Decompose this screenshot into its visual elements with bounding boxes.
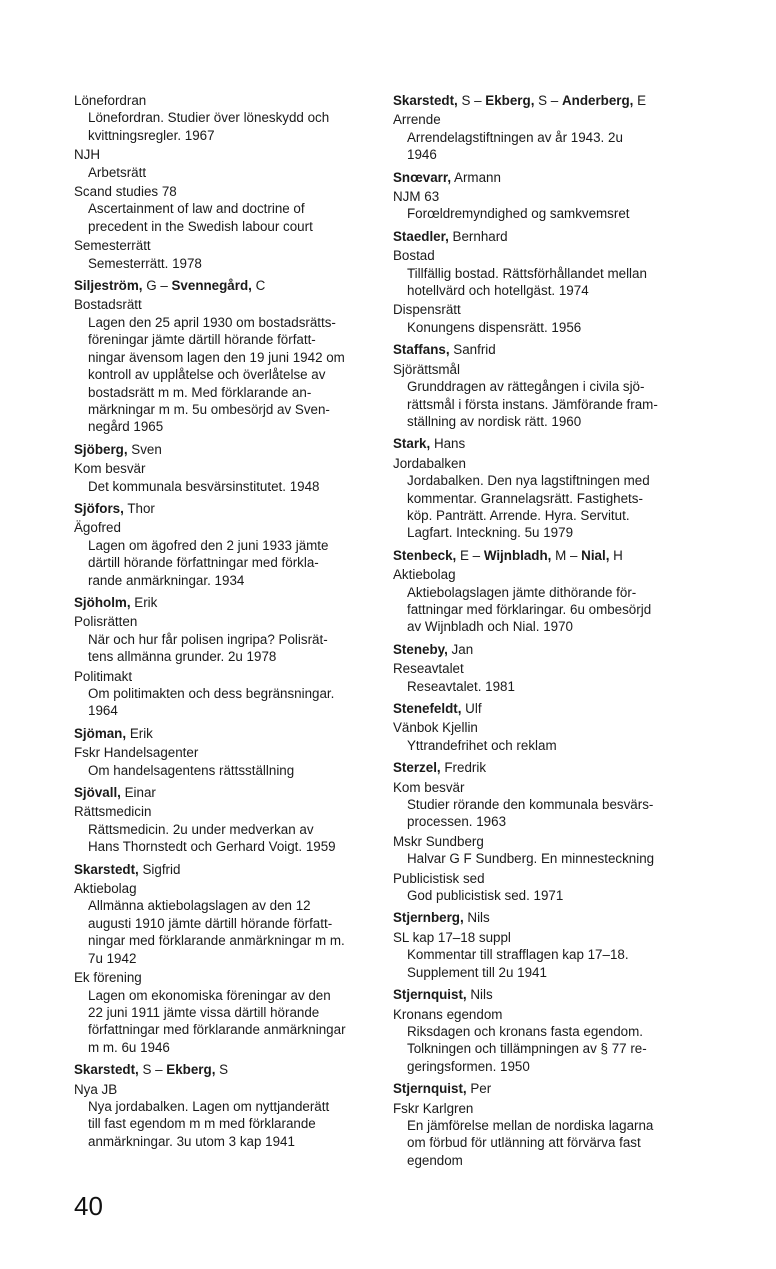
author-heading bbox=[393, 641, 693, 658]
work-title-line: Nya jordabalken. Lagen om nyttjanderätt bbox=[88, 1098, 330, 1114]
work-title-line: Rättsmedicin. 2u under medverkan av bbox=[88, 821, 314, 837]
citation-keyword: Aktiebolag bbox=[393, 567, 456, 583]
author-given-name: G – bbox=[142, 278, 172, 294]
index-entry bbox=[393, 169, 693, 223]
index-entry bbox=[393, 1080, 693, 1169]
work-title-line: En jämförelse mellan de nordiska lagarna bbox=[407, 1117, 654, 1133]
index-entry bbox=[74, 500, 372, 589]
author-surname: Sjöman, bbox=[74, 725, 127, 741]
work-title bbox=[393, 796, 693, 831]
work-title-line: Aktiebolagslagen jämte dithörande för- bbox=[407, 584, 637, 600]
index-entry bbox=[74, 441, 372, 495]
author-surname: Ekberg, bbox=[166, 1062, 216, 1078]
author-heading bbox=[74, 1061, 372, 1078]
index-entry bbox=[393, 759, 693, 904]
work-block bbox=[393, 719, 693, 754]
work-block bbox=[393, 1100, 693, 1170]
citation-keyword: Rättsmedicin bbox=[74, 804, 152, 820]
author-surname: Wijnbladh, bbox=[483, 547, 552, 563]
author-given-name: Thor bbox=[123, 500, 155, 516]
work-block bbox=[74, 519, 372, 589]
author-given-name: E – bbox=[456, 547, 484, 563]
work-title-line: Ascertainment of law and doctrine of bbox=[88, 201, 305, 217]
work-title-line: Konungens dispensrätt. 1956 bbox=[407, 319, 582, 335]
index-entry bbox=[393, 228, 693, 336]
work-title-line: rande anmärkningar. 1934 bbox=[88, 572, 245, 588]
author-surname: Stjernquist, bbox=[393, 1081, 467, 1097]
author-surname: Stenbeck, bbox=[393, 547, 457, 563]
work-title-line: rättsmål i första instans. Jämförande fram- bbox=[407, 396, 658, 412]
work-title-line: författningar med förklarande anmärkningar bbox=[88, 1022, 346, 1038]
author-given-name: Erik bbox=[126, 725, 153, 741]
work-title-line: augusti 1910 jämte därtill hörande författ- bbox=[88, 915, 333, 931]
citation-keyword: Arrende bbox=[393, 112, 441, 128]
work-title-line: 7u 1942 bbox=[88, 950, 137, 966]
work-block bbox=[393, 188, 693, 223]
author-given-name: Armann bbox=[451, 169, 501, 185]
index-entry bbox=[393, 986, 693, 1075]
author-surname: Siljeström, bbox=[74, 278, 143, 294]
work-block bbox=[74, 613, 372, 665]
author-heading bbox=[74, 500, 372, 517]
work-title bbox=[393, 584, 693, 636]
work-block bbox=[393, 1006, 693, 1076]
author-heading bbox=[393, 1080, 693, 1097]
work-title bbox=[393, 129, 693, 164]
work-title-line: ställning av nordisk rätt. 1960 bbox=[407, 413, 582, 429]
index-entry bbox=[74, 92, 372, 272]
work-block bbox=[393, 870, 693, 905]
citation-keyword: Kom besvär bbox=[393, 779, 465, 795]
work-title-line: Lagfart. Inteckning. 5u 1979 bbox=[407, 525, 574, 541]
citation-keyword: Nya JB bbox=[74, 1081, 118, 1097]
index-entry bbox=[393, 435, 693, 541]
work-title-line: föreningar jämte därtill hörande författ- bbox=[88, 332, 316, 348]
work-title-line: Det kommunala besvärsinstitutet. 1948 bbox=[88, 478, 320, 494]
citation-keyword: Politimakt bbox=[74, 668, 133, 684]
index-entry bbox=[393, 92, 693, 164]
author-surname: Sjöholm, bbox=[74, 594, 131, 610]
index-entry bbox=[74, 594, 372, 720]
work-title-line: Grunddragen av rättegången i civila sjö- bbox=[407, 379, 645, 395]
work-title bbox=[74, 821, 372, 856]
author-given-name: Nils bbox=[463, 910, 490, 926]
citation-keyword: Bostadsrätt bbox=[74, 297, 142, 313]
work-title-line: kvittningsregler. 1967 bbox=[88, 127, 215, 143]
citation-keyword: Jordabalken bbox=[393, 455, 466, 471]
work-title-line: tens allmänna grunder. 2u 1978 bbox=[88, 649, 277, 665]
work-title bbox=[74, 478, 372, 495]
index-entry bbox=[74, 277, 372, 436]
citation-keyword: NJH bbox=[74, 147, 101, 163]
citation-keyword: Dispensrätt bbox=[393, 302, 461, 318]
author-surname: Sjöberg, bbox=[74, 441, 128, 457]
citation-keyword: Vänbok Kjellin bbox=[393, 720, 478, 736]
work-title bbox=[74, 987, 372, 1057]
work-title-line: Lagen den 25 april 1930 om bostadsrätts- bbox=[88, 314, 336, 330]
index-entry bbox=[74, 861, 372, 1056]
index-entry bbox=[393, 641, 693, 695]
work-block bbox=[74, 237, 372, 272]
index-entry bbox=[393, 909, 693, 981]
work-title-line: kontroll av upplåtelse och överlåtelse av bbox=[88, 367, 326, 383]
author-surname: Stjernquist, bbox=[393, 987, 467, 1003]
author-surname: Staedler, bbox=[393, 228, 449, 244]
work-title-line: ningar med förklarande anmärkningar m m. bbox=[88, 933, 345, 949]
author-given-name: Bernhard bbox=[448, 228, 508, 244]
work-title-line: kommentar. Grannelagsrätt. Fastighets- bbox=[407, 490, 643, 506]
work-title-line: hotellvärd och hotellgäst. 1974 bbox=[407, 283, 589, 299]
author-given-name: S – bbox=[534, 93, 562, 108]
work-title bbox=[393, 265, 693, 300]
author-surname: Sterzel, bbox=[393, 760, 441, 776]
author-heading bbox=[74, 594, 372, 611]
work-title-line: Forœldremyndighed og samkvemsret bbox=[407, 206, 630, 222]
work-block bbox=[393, 833, 693, 868]
citation-keyword: Ek förening bbox=[74, 970, 142, 986]
citation-keyword: Lönefordran bbox=[74, 93, 147, 108]
citation-keyword: Fskr Karlgren bbox=[393, 1100, 474, 1116]
citation-keyword: Publicistisk sed bbox=[393, 870, 485, 886]
work-block bbox=[74, 1081, 372, 1151]
work-title bbox=[74, 537, 372, 589]
author-heading bbox=[393, 759, 693, 776]
author-surname: Sjöfors, bbox=[74, 500, 124, 516]
work-title-line: 22 juni 1911 jämte vissa därtill hörande bbox=[88, 1004, 320, 1020]
citation-keyword: Aktiebolag bbox=[74, 881, 137, 897]
citation-keyword: NJM 63 bbox=[393, 189, 440, 205]
work-title-line: av Wijnbladh och Nial. 1970 bbox=[407, 619, 573, 635]
work-title bbox=[74, 631, 372, 666]
citation-keyword: Bostad bbox=[393, 248, 435, 264]
author-heading bbox=[74, 861, 372, 878]
author-surname: Steneby, bbox=[393, 641, 448, 657]
page-number: 40 bbox=[74, 1191, 103, 1221]
work-block bbox=[393, 660, 693, 695]
work-title bbox=[74, 314, 372, 436]
work-block bbox=[393, 566, 693, 636]
author-given-name: Nils bbox=[466, 987, 493, 1003]
author-given-name: Sven bbox=[127, 441, 162, 457]
author-heading bbox=[74, 441, 372, 458]
citation-keyword: Polisrätten bbox=[74, 614, 138, 630]
work-title bbox=[393, 1117, 693, 1169]
author-given-name: M – bbox=[551, 547, 582, 563]
work-title bbox=[393, 946, 693, 981]
index-entry bbox=[74, 784, 372, 856]
author-surname: Svennegård, bbox=[171, 278, 252, 294]
work-block bbox=[74, 460, 372, 495]
citation-keyword: Ägofred bbox=[74, 520, 121, 536]
work-title-line: 1964 bbox=[88, 703, 118, 719]
author-surname: Stenefeldt, bbox=[393, 701, 462, 716]
author-given-name: Fredrik bbox=[440, 760, 487, 776]
citation-keyword: Mskr Sundberg bbox=[393, 833, 484, 849]
work-block bbox=[74, 969, 372, 1056]
work-block bbox=[74, 880, 372, 967]
work-title-line: Hans Thornstedt och Gerhard Voigt. 1959 bbox=[88, 839, 336, 855]
author-heading bbox=[74, 725, 372, 742]
citation-keyword: Sjörättsmål bbox=[393, 361, 460, 377]
work-title-line: Arbetsrätt bbox=[88, 164, 147, 180]
author-given-name: Jan bbox=[447, 641, 474, 657]
author-surname: Nial, bbox=[581, 547, 610, 563]
work-block bbox=[393, 111, 693, 163]
work-title bbox=[393, 678, 693, 695]
work-title bbox=[74, 762, 372, 779]
citation-keyword: Kronans egendom bbox=[393, 1006, 503, 1022]
work-title bbox=[393, 737, 693, 754]
author-heading bbox=[393, 228, 693, 245]
left-column bbox=[74, 92, 372, 1150]
author-given-name: E bbox=[633, 93, 647, 108]
work-title bbox=[393, 319, 693, 336]
work-block bbox=[393, 301, 693, 336]
work-title bbox=[74, 685, 372, 720]
index-entry bbox=[393, 341, 693, 430]
work-title-line: om förbud för utlänning att förvärva fast bbox=[407, 1135, 641, 1151]
author-given-name: Hans bbox=[430, 436, 466, 452]
work-title-line: ningar ävensom lagen den 19 juni 1942 om bbox=[88, 349, 345, 365]
work-title-line: anmärkningar. 3u utom 3 kap 1941 bbox=[88, 1133, 295, 1149]
work-title-line: fattningar med förklaringar. 6u ombesörjd bbox=[407, 601, 652, 617]
author-surname: Ekberg, bbox=[485, 93, 535, 108]
work-title-line: Om politimakten och dess begränsningar. bbox=[88, 686, 335, 701]
work-title bbox=[393, 850, 693, 867]
work-title-line: bostadsrätt m m. Med förklarande an- bbox=[88, 384, 312, 400]
work-block bbox=[74, 92, 372, 144]
author-heading bbox=[393, 169, 693, 186]
citation-keyword: Semesterrätt bbox=[74, 238, 151, 254]
author-heading bbox=[393, 341, 693, 358]
right-column bbox=[393, 92, 693, 1169]
work-block bbox=[393, 247, 693, 299]
work-title-line: precedent in the Swedish labour court bbox=[88, 218, 313, 234]
work-title-line: märkningar m m. 5u ombesörjd av Sven- bbox=[88, 401, 330, 417]
citation-keyword: SL kap 17–18 suppl bbox=[393, 929, 511, 945]
author-given-name: S – bbox=[457, 93, 486, 108]
work-title-line: 1946 bbox=[407, 147, 437, 163]
author-surname: Stjernberg, bbox=[393, 910, 464, 926]
work-block bbox=[393, 779, 693, 831]
author-given-name: Per bbox=[466, 1081, 492, 1097]
author-surname: Anderberg, bbox=[561, 93, 634, 108]
work-title-line: geringsformen. 1950 bbox=[407, 1058, 530, 1074]
work-block bbox=[393, 929, 693, 981]
work-title-line: God publicistisk sed. 1971 bbox=[407, 888, 564, 904]
work-block bbox=[393, 361, 693, 431]
work-title-line: Lagen om ägofred den 2 juni 1933 jämte bbox=[88, 537, 329, 553]
work-title bbox=[393, 378, 693, 430]
author-heading bbox=[74, 277, 372, 294]
work-title-line: Studier rörande den kommunala besvärs- bbox=[407, 797, 654, 813]
work-title-line: Semesterrätt. 1978 bbox=[88, 255, 202, 271]
work-title-line: negård 1965 bbox=[88, 419, 164, 435]
author-given-name: Erik bbox=[130, 594, 158, 610]
work-title-line: Allmänna aktiebolagslagen av den 12 bbox=[88, 898, 311, 914]
author-heading bbox=[393, 547, 693, 564]
index-entry bbox=[393, 547, 693, 636]
work-block bbox=[393, 455, 693, 542]
work-block bbox=[74, 803, 372, 855]
work-title-line: Om handelsagentens rättsställning bbox=[88, 762, 295, 778]
work-title-line: Lagen om ekonomiska föreningar av den bbox=[88, 987, 331, 1003]
author-given-name: C bbox=[251, 278, 266, 294]
work-title-line: Arrendelagstiftningen av år 1943. 2u bbox=[407, 129, 623, 145]
index-entry bbox=[74, 725, 372, 779]
work-title-line: m m. 6u 1946 bbox=[88, 1039, 170, 1055]
author-given-name: S bbox=[215, 1062, 229, 1078]
author-heading bbox=[393, 986, 693, 1003]
work-title-line: processen. 1963 bbox=[407, 814, 507, 830]
work-title bbox=[393, 472, 693, 542]
work-block bbox=[74, 744, 372, 779]
work-title-line: Yttrandefrihet och reklam bbox=[407, 737, 557, 753]
work-title-line: Halvar G F Sundberg. En minnesteckning bbox=[407, 851, 655, 867]
work-title bbox=[74, 109, 372, 144]
work-title-line: köp. Panträtt. Arrende. Hyra. Servitut. bbox=[407, 507, 630, 523]
author-given-name: Sanfrid bbox=[449, 342, 496, 358]
citation-keyword: Scand studies 78 bbox=[74, 184, 177, 200]
author-heading bbox=[393, 92, 693, 109]
work-title-line: Supplement till 2u 1941 bbox=[407, 964, 547, 980]
work-title bbox=[74, 1098, 372, 1150]
citation-keyword: Kom besvär bbox=[74, 461, 146, 477]
author-surname: Sjövall, bbox=[74, 785, 121, 801]
work-title-line: Tolkningen och tillämpningen av § 77 re- bbox=[407, 1041, 647, 1057]
author-given-name: S – bbox=[138, 1062, 167, 1078]
author-surname: Staffans, bbox=[393, 342, 450, 358]
author-heading bbox=[393, 435, 693, 452]
work-title-line: Lönefordran. Studier över löneskydd och bbox=[88, 110, 330, 126]
author-heading bbox=[74, 784, 372, 801]
author-surname: Snœvarr, bbox=[393, 169, 452, 185]
work-block bbox=[74, 146, 372, 181]
work-title bbox=[74, 255, 372, 272]
work-title-line: Jordabalken. Den nya lagstiftningen med bbox=[407, 473, 650, 489]
author-heading bbox=[393, 909, 693, 926]
work-block bbox=[74, 668, 372, 720]
index-entry bbox=[393, 700, 693, 754]
author-given-name: H bbox=[609, 547, 623, 563]
work-title bbox=[74, 200, 372, 235]
index-entry bbox=[74, 1061, 372, 1150]
work-title-line: till fast egendom m m med förklarande bbox=[88, 1116, 316, 1132]
work-title bbox=[393, 1023, 693, 1075]
work-block bbox=[74, 296, 372, 435]
author-surname: Skarstedt, bbox=[74, 861, 139, 877]
citation-keyword: Fskr Handelsagenter bbox=[74, 745, 199, 761]
author-given-name: Einar bbox=[120, 785, 156, 801]
work-title-line: När och hur får polisen ingripa? Polisrät- bbox=[88, 631, 328, 647]
work-title-line: därtill hörande författningar med förkla- bbox=[88, 555, 319, 571]
citation-keyword: Reseavtalet bbox=[393, 661, 464, 677]
author-surname: Skarstedt, bbox=[74, 1062, 139, 1078]
work-title-line: Reseavtalet. 1981 bbox=[407, 678, 515, 694]
author-heading bbox=[393, 700, 693, 717]
work-title bbox=[393, 887, 693, 904]
work-title-line: Kommentar till strafflagen kap 17–18. bbox=[407, 947, 629, 963]
author-surname: Stark, bbox=[393, 436, 431, 452]
author-given-name: Sigfrid bbox=[138, 861, 181, 877]
work-title-line: Tillfällig bostad. Rättsförhållandet mellan bbox=[407, 265, 647, 281]
author-given-name: Ulf bbox=[461, 701, 482, 716]
work-block bbox=[74, 183, 372, 235]
author-surname: Skarstedt, bbox=[393, 93, 458, 108]
work-title bbox=[393, 205, 693, 222]
work-title bbox=[74, 897, 372, 967]
work-title-line: egendom bbox=[407, 1152, 463, 1168]
work-title bbox=[74, 164, 372, 181]
work-title-line: Riksdagen och kronans fasta egendom. bbox=[407, 1023, 643, 1039]
